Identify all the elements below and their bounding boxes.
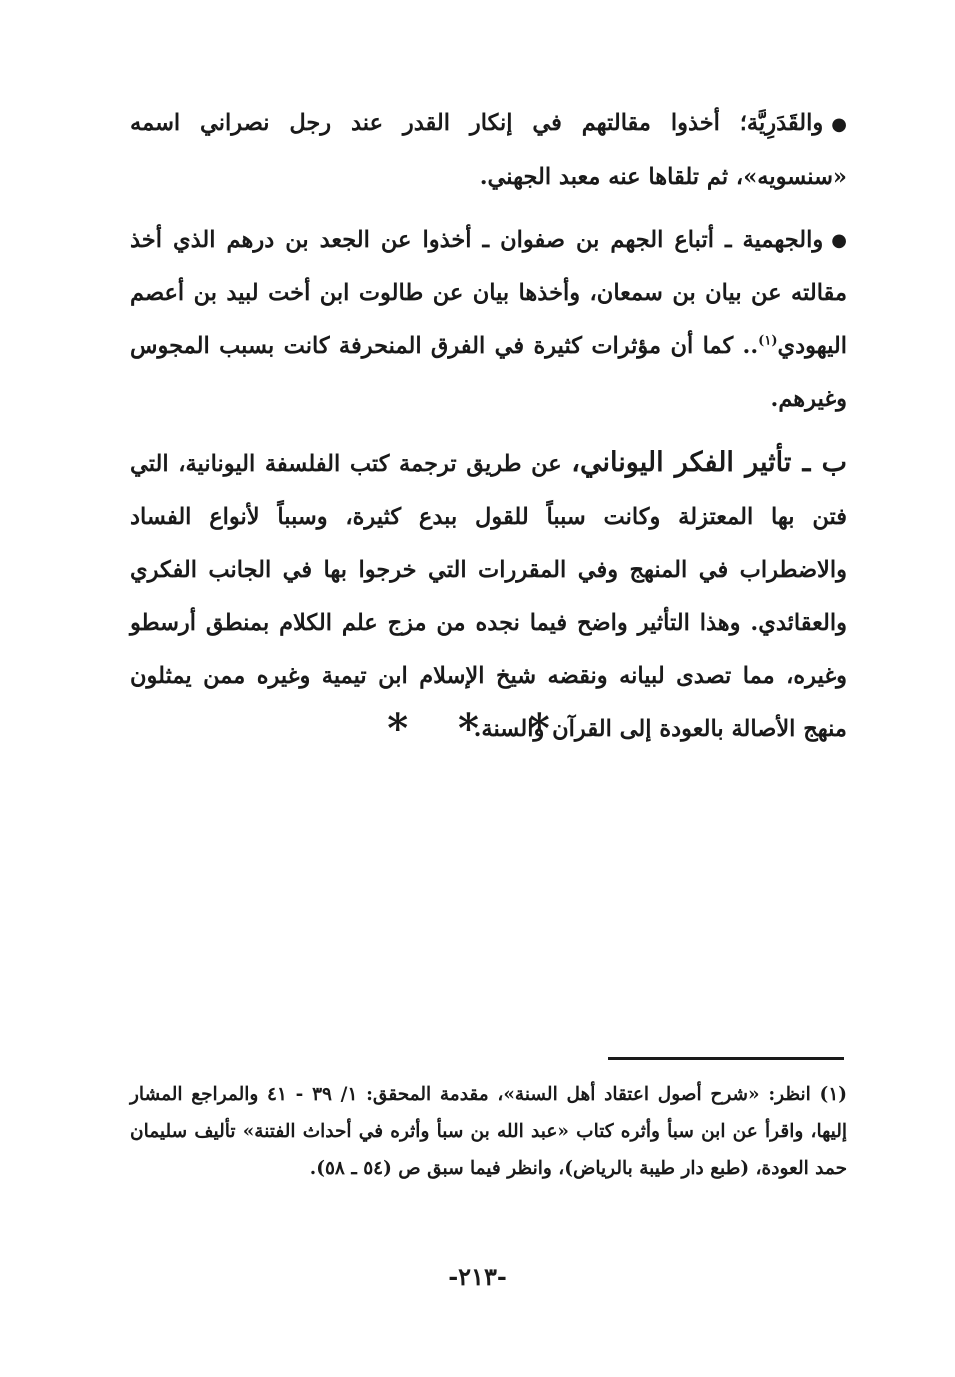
footnote-reference[interactable]: (١): [758, 333, 778, 349]
section-heading: ب ـ تأثير الفكر اليوناني،: [571, 447, 847, 478]
footnote: (١) انظر: «شرح أصول اعتقاد أهل السنة»، مقدمة المحقق: ١/ ٣٩ - ٤١ والمراجع المشار إليها، واقرأ عن ابن سبأ وأثره كتاب «عبد الله بن سبأ وأثره في أحداث الفتنة» تأليف سليمان حمد العودة، (طبع دار طيبة بالرياض)، وانظر فيما سبق ص (٥٤ ـ ٥٨).: [130, 1084, 848, 1179]
paragraph-text-continued: .. كما أن مؤثرات كثيرة في الفرق المنحرفة كانت بسبب المجوس وغيرهم.: [130, 333, 847, 412]
paragraph-text: عن طريق ترجمة كتب الفلسفة اليونانية، التي فتن بها المعتزلة وكانت سبباً للقول ببدع كثيرة، وسبباً لأنواع الفساد والاضطراب في المنهج وفي المقررات التي خرجوا بها في الجانب الفكري والعقائدي. وهذا التأثير واضح فيما نجده من مزج علم الكلام بمنطق أرسطو وغيره، مما تصدى لبيانه ونقضه شيخ الإسلام ابن تيمية وغيره ممن يمثلون منهج الأصالة بالعودة إلى القرآن والسنة.: [130, 451, 848, 742]
bullet-icon: ●: [831, 230, 847, 251]
bullet-icon: ●: [831, 113, 847, 135]
paragraph-qadariyya: [130, 97, 847, 204]
paragraph-jahmiyya: [130, 214, 847, 427]
footnote-divider: [608, 1057, 844, 1060]
paragraph-text: والجهمية ـ أتباع الجهم بن صفوان ـ أخذوا عن الجعد بن درهم الذي أخذ مقالته عن بيان بن سمعان، وأخذها بيان عن طالوت ابن أخت لبيد بن أعصم اليهودي: [130, 226, 847, 359]
page-number: -٢١٣-: [448, 1262, 507, 1291]
paragraph-text: والقَدَرِيَّة؛ أخذوا مقالتهم في إنكار القدر عند رجل نصراني اسمه «سنسويه»، ثم تلقاها عنه معبد الجهني.: [130, 110, 847, 190]
main-text: [130, 97, 847, 756]
section-separator: * * *: [387, 705, 568, 752]
